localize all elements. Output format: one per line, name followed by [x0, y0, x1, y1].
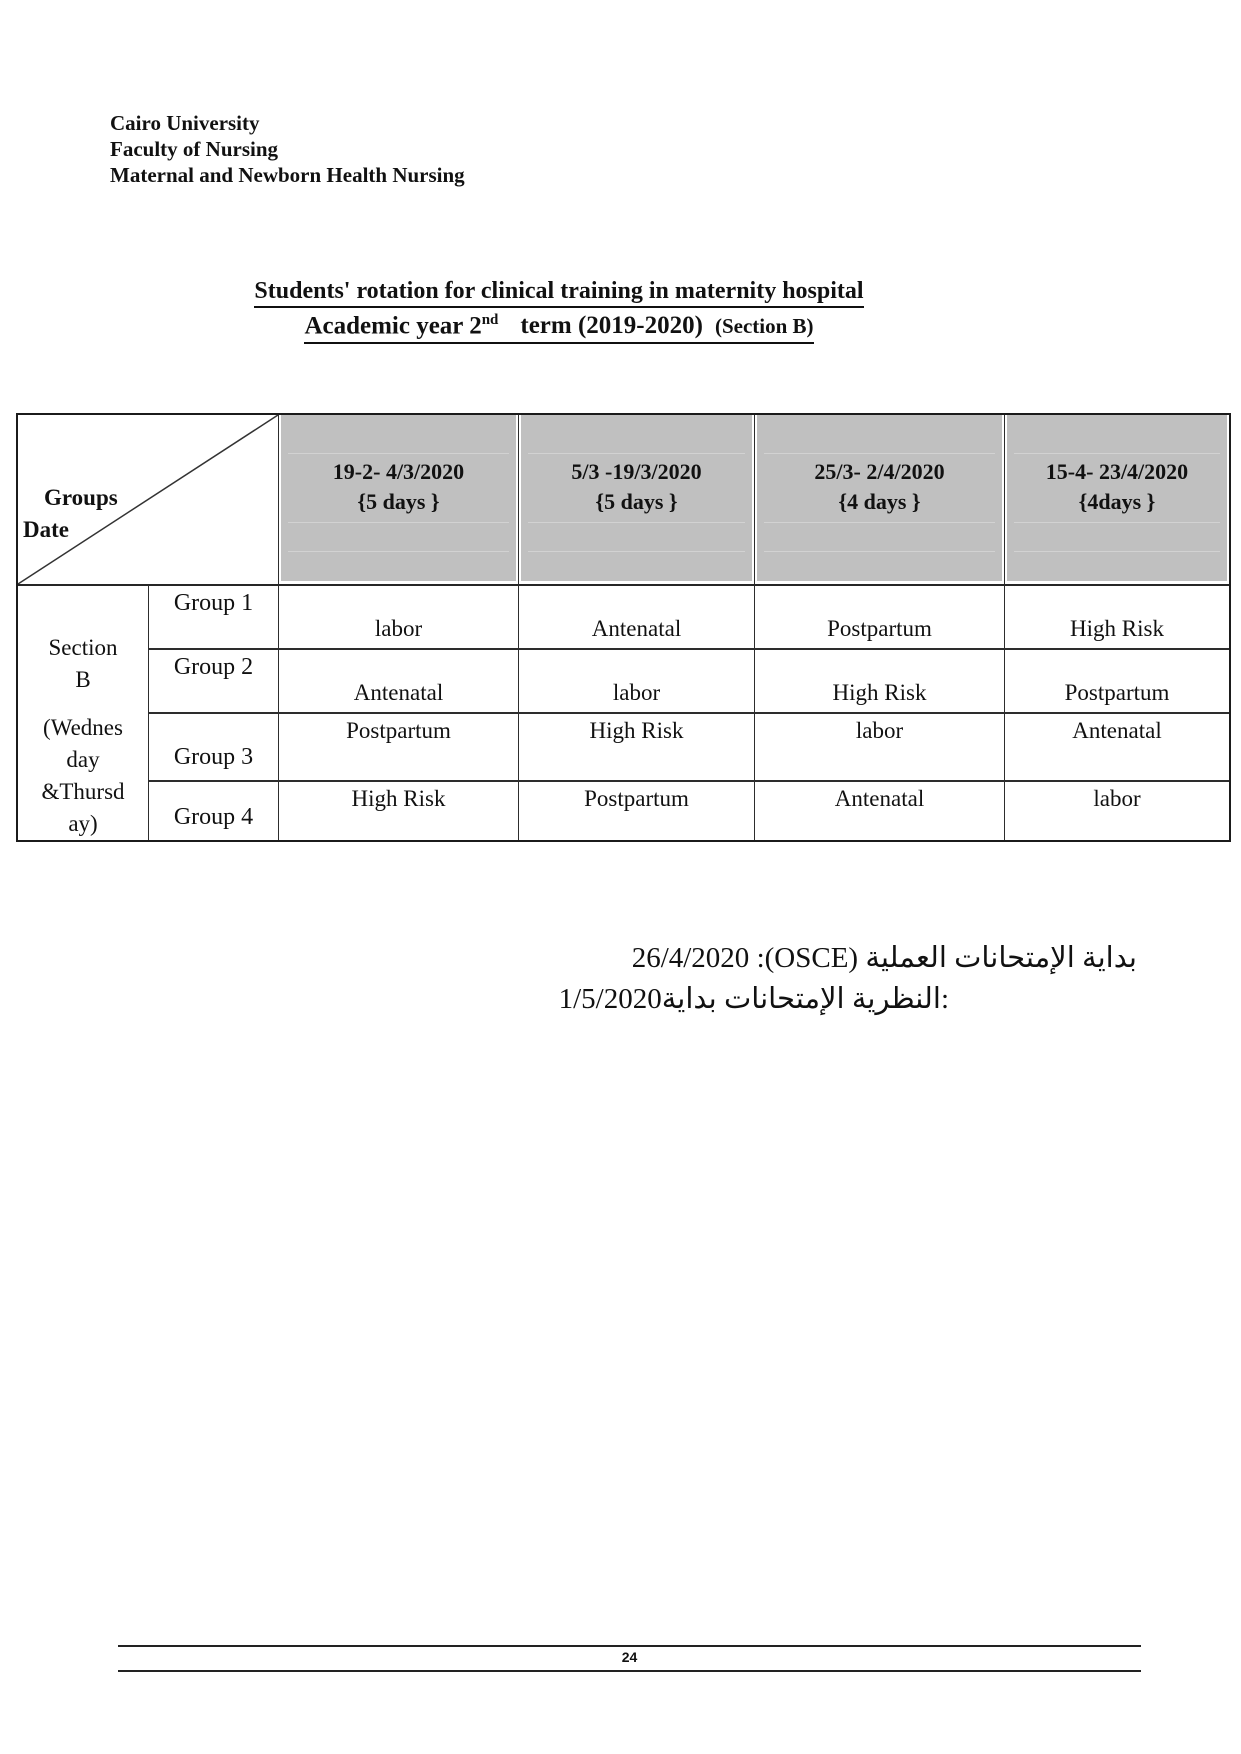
rotation-cell: High Risk: [1004, 584, 1229, 648]
group-label-cell: Group 3: [148, 712, 278, 780]
rotation-cell: Antenatal: [754, 780, 1004, 840]
title-academic-year: Academic year 2: [304, 312, 482, 340]
section-days-line: &Thursd: [41, 779, 125, 804]
rotation-cell: Postpartum: [1004, 648, 1229, 712]
rotation-cell: Postpartum: [754, 584, 1004, 648]
rotation-cell: High Risk: [518, 712, 754, 780]
footer-rule-bottom: [118, 1670, 1141, 1672]
section-name-line: Section: [48, 635, 118, 660]
title-term: term (2019-2020): [520, 312, 703, 340]
header-shading-line: [288, 523, 509, 552]
header-shading-line: [764, 415, 995, 454]
page-number: 24: [621, 1649, 638, 1665]
title-section: (Section B): [714, 314, 814, 339]
section-days-line: day: [66, 747, 100, 772]
rotation-cell: High Risk: [754, 648, 1004, 712]
document-title: [0, 278, 1118, 344]
header-shading-line: [1014, 415, 1220, 454]
date-header-cell: [1004, 415, 1229, 584]
section-days-line: (Wednes: [43, 715, 123, 740]
date-range: 15-4- 23/4/2020: [1045, 459, 1189, 484]
section-name-line: B: [75, 667, 91, 692]
rotation-cell: Postpartum: [278, 712, 518, 780]
date-days: {4 days }: [838, 489, 921, 514]
date-header-cell: [518, 415, 754, 584]
corner-label-date: Date: [23, 517, 69, 542]
rotation-cell: Postpartum: [518, 780, 754, 840]
date-header-cell: [278, 415, 518, 584]
rotation-cell: labor: [278, 584, 518, 648]
title-line-2: [0, 312, 1118, 344]
rotation-cell: High Risk: [278, 780, 518, 840]
date-days: {4days }: [1078, 489, 1156, 514]
header-shading-line: [528, 415, 745, 454]
section-days-line: ay): [68, 811, 98, 836]
osce-exam-note: بداية الإمتحانات العملية (OSCE): 26/4/2020: [631, 942, 1137, 974]
rotation-cell: labor: [518, 648, 754, 712]
rotation-table: [16, 413, 1231, 842]
title-ordinal-sup: nd: [481, 312, 499, 328]
footer-rule-top: [118, 1645, 1141, 1647]
rotation-cell: Antenatal: [278, 648, 518, 712]
theory-exam-note: 1/5/2020بداية الإمتحانات النظرية:: [558, 983, 949, 1015]
corner-header-cell: [18, 415, 278, 584]
title-line-1: Students' rotation for clinical training in maternity hospital: [0, 278, 1118, 308]
rotation-cell: labor: [1004, 780, 1229, 840]
theory-exam-date: 1/5/2020: [558, 983, 662, 1015]
corner-label-groups: Groups: [44, 485, 118, 510]
org-line-department: Maternal and Newborn Health Nursing: [110, 163, 465, 187]
section-cell: [18, 584, 148, 840]
date-range: 25/3- 2/4/2020: [814, 459, 945, 484]
group-label-cell: Group 2: [148, 648, 278, 712]
group-label-cell: Group 1: [148, 584, 278, 648]
date-header-cell: [754, 415, 1004, 584]
exam-notes: [497, 938, 1137, 1020]
rotation-cell: Antenatal: [518, 584, 754, 648]
org-header: [110, 110, 465, 188]
date-days: {5 days }: [357, 489, 440, 514]
header-shading-line: [764, 523, 995, 552]
date-range: 5/3 -19/3/2020: [571, 459, 702, 484]
org-line-faculty: Faculty of Nursing: [110, 137, 278, 161]
header-shading-line: [1014, 523, 1220, 552]
header-shading-line: [288, 415, 509, 454]
rotation-cell: labor: [754, 712, 1004, 780]
group-label-cell: Group 4: [148, 780, 278, 840]
date-range: 19-2- 4/3/2020: [332, 459, 465, 484]
header-shading-line: [528, 523, 745, 552]
rotation-cell: Antenatal: [1004, 712, 1229, 780]
date-days: {5 days }: [595, 489, 678, 514]
org-line-university: Cairo University: [110, 111, 260, 135]
